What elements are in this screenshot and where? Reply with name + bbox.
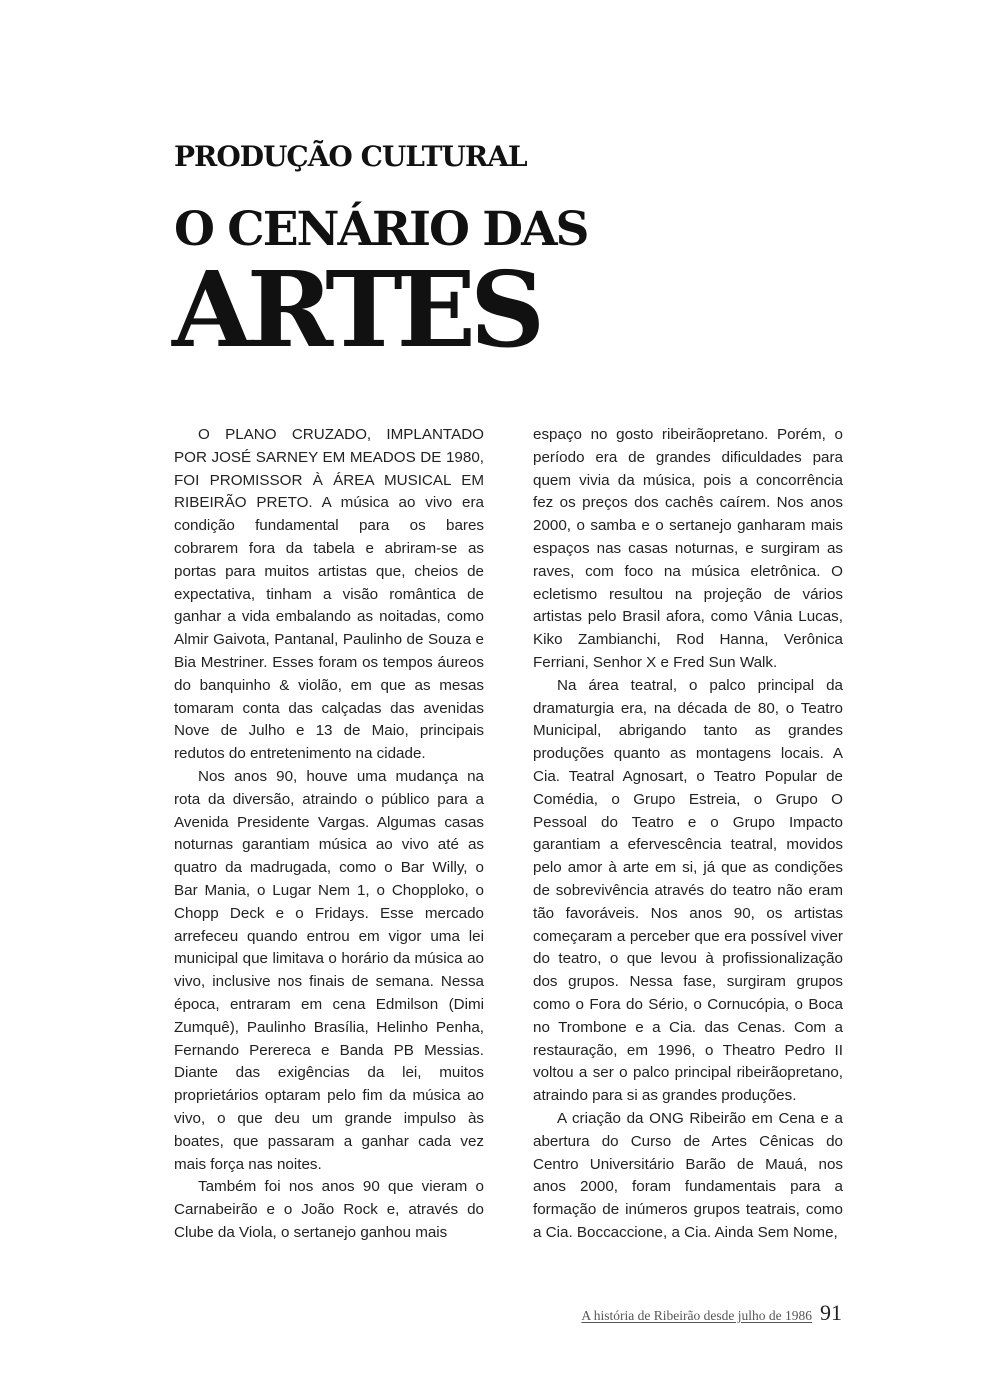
- page-footer: [581, 1300, 842, 1326]
- headline-line-1: O CENÁRIO DAS: [174, 202, 588, 257]
- paragraph: Nos anos 90, houve uma mudança na rota da diversão, atraindo o público para a Avenida Presidente Vargas. Algumas casas noturnas garantiam música ao vivo até as quatro da madrugada, como o Bar Willy, o Bar Mania, o Lugar Nem 1, o Chopploko, o Chopp Deck e o Fridays. Esse mercado arrefeceu quando entrou em vigor uma lei municipal que limitava o horário da música ao vivo, inclusive nos finais de semana. Nessa época, entraram em cena Edmilson (Dimi Zumquê), Paulinho Brasília, Helinho Penha, Fernando Perereca e Banda PB Messias. Diante das exigências da lei, muitos proprietários optaram pelo fim da música ao vivo, o que deu um grande impulso às boates, que passaram a ganhar cada vez mais força nas noites.: [174, 767, 484, 1173]
- right-column: [533, 424, 843, 1245]
- paragraph: Na área teatral, o palco principal da dramaturgia era, na década de 80, o Teatro Municipal, abrigando tanto as grandes produções quanto as montagens locais. A Cia. Teatral Agnosart, o Teatro Popular de Comédia, o Grupo Estreia, o Grupo O Pessoal do Teatro e o Grupo Impacto garantiam a efervescência teatral, movidos pelo amor à arte em si, já que as condições de sobrevivência através do teatro não eram tão favoráveis. Nos anos 90, os artistas começaram a perceber que era possível viver do teatro, o que levou à profissionalização dos grupos. Nessa fase, surgiram grupos como o Fora do Sério, o Cornucópia, o Boca no Trombone e a Cia. das Cenas. Com a restauração, em 1996, o Theatro Pedro II voltou a ser o palco principal ribeirãopretano, atraindo para si as grandes produções.: [533, 676, 843, 1105]
- paragraph: A criação da ONG Ribeirão em Cena e a abertura do Curso de Artes Cênicas do Centro Universitário Barão de Mauá, nos anos 2000, foram fundamentais para a formação de inúmeros grupos teatrais, como a Cia. Boccaccione, a Cia. Ainda Sem Nome,: [533, 1109, 843, 1241]
- footer-text: A história de Ribeirão desde julho de 1986: [581, 1308, 812, 1323]
- paragraph: espaço no gosto ribeirãopretano. Porém, o período era de grandes dificuldades para quem vivia da música, pois a concorrência fez os preços dos cachês caírem. Nos anos 2000, o samba e o sertanejo ganharam mais espaços nas casas noturnas, e surgiram as raves, com foco na música eletrônica. O ecletismo resultou na projeção de vários artistas pelo Brasil afora, como Vânia Lucas, Kiko Zambianchi, Rod Hanna, Verônica Ferriani, Senhor X e Fred Sun Walk.: [533, 426, 843, 671]
- left-column: [174, 424, 484, 1245]
- section-title: PRODUÇÃO CULTURAL: [174, 140, 527, 173]
- paragraph: Também foi nos anos 90 que vieram o Carnabeirão e o João Rock e, através do Clube da Viola, o sertanejo ganhou mais: [174, 1178, 484, 1241]
- page-number: 91: [820, 1300, 842, 1325]
- paragraph: O PLANO CRUZADO, IMPLANTADO POR JOSÉ SARNEY EM MEADOS DE 1980, FOI PROMISSOR À ÁREA MUSICAL EM RIBEIRÃO PRETO. A música ao vivo era condição fundamental para os bares cobrarem fora da tabela e abriram-se as portas para muitos artistas que, cheios de expectativa, tinham a visão romântica de ganhar a vida embalando as noitadas, como Almir Gaivota, Pantanal, Paulinho de Souza e Bia Mestriner. Esses foram os tempos áureos do banquinho & violão, em que as mesas tomaram conta das calçadas das avenidas Nove de Julho e 13 de Maio, principais redutos do entretenimento na cidade.: [174, 426, 484, 763]
- headline-line-2: ARTES: [172, 248, 540, 371]
